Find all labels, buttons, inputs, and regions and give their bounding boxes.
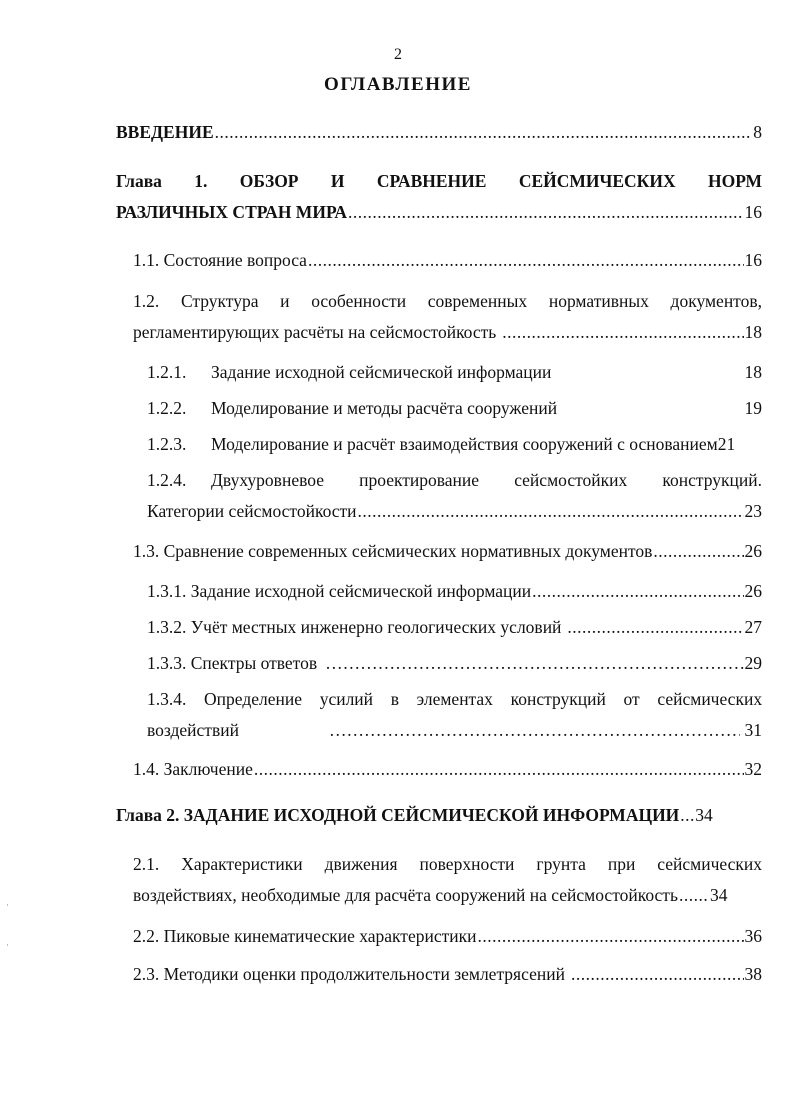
toc-entry-number: 1.2.4. — [147, 470, 187, 490]
dot-leader — [308, 249, 744, 271]
toc-entry-title: Моделирование и методы расчёта сооружений — [211, 398, 558, 418]
toc-entry-page: 16 — [744, 250, 762, 270]
dot-leader — [215, 121, 753, 143]
dot-leader — [679, 884, 709, 906]
toc-entry-number: 1.2.3. — [147, 434, 187, 454]
toc-entry-title-line2: воздействиях, необходимые для расчёта сооружений на сейсмостойкость — [133, 885, 678, 905]
toc-entry-title: Задание исходной сейсмической информации — [211, 362, 552, 382]
dot-leader — [358, 500, 744, 522]
toc-entry-page: 21 — [717, 434, 736, 454]
scan-mark: · — [6, 900, 9, 910]
dot-leader — [477, 925, 743, 947]
toc-title: ОГЛАВЛЕНИЕ — [324, 74, 472, 95]
dot-leader — [254, 758, 744, 780]
toc-entry-1-3-2[interactable] — [147, 616, 762, 638]
toc-entry-title: 2.2. Пиковые кинематические характеристики — [133, 926, 477, 946]
toc-entry-1-2-4[interactable] — [147, 469, 762, 522]
toc-entry-1-2-1[interactable] — [147, 361, 762, 383]
toc-entry-title-line2: воздействий — [147, 720, 239, 740]
dot-leader — [325, 652, 743, 674]
toc-entry-title-line1: Глава 1. ОБЗОР И СРАВНЕНИЕ СЕЙСМИЧЕСКИХ НОРМ — [116, 171, 763, 191]
dot-leader — [571, 963, 744, 985]
toc-entry-title: 1.4. Заключение — [133, 759, 253, 779]
dot-leader — [502, 321, 743, 343]
toc-entry-title-line1: 1.3.4. Определение усилий в элементах конструкций от сейсмических — [147, 689, 763, 709]
toc-entry-2-2[interactable] — [133, 925, 762, 947]
dot-leader — [532, 580, 743, 602]
toc-entry-1-2-2[interactable] — [147, 397, 762, 419]
toc-entry-page: 34 — [695, 805, 713, 825]
toc-entry-page: 26 — [744, 581, 762, 601]
toc-entry-title: 1.3.1. Задание исходной сейсмической информации — [147, 581, 532, 601]
toc-entry-page: 19 — [744, 398, 762, 418]
toc-entry-title-line1: 1.2. Структура и особенности современных нормативных документов, — [133, 291, 762, 311]
toc-entry-2-1[interactable] — [133, 853, 762, 906]
toc-entry-1-3-3[interactable] — [147, 652, 762, 674]
toc-entry-page: 18 — [744, 362, 762, 382]
toc-entry-1-3-1[interactable] — [147, 580, 762, 602]
toc-entry-page: 26 — [744, 541, 762, 561]
toc-entry-title: 1.3.3. Спектры ответов — [147, 653, 318, 673]
toc-entry-1-2[interactable] — [133, 290, 762, 343]
page-number: 2 — [394, 46, 402, 63]
toc-entry-page: 32 — [744, 759, 762, 779]
toc-entry-page: 18 — [744, 322, 762, 342]
toc-entry-page: 29 — [744, 653, 762, 673]
toc-entry-1-2-3[interactable] — [147, 433, 762, 455]
dot-leader — [567, 616, 743, 638]
toc-entry-page: 23 — [744, 501, 762, 521]
scan-mark: · — [6, 940, 9, 950]
toc-entry-page: 36 — [744, 926, 762, 946]
toc-entry-1-4[interactable] — [133, 758, 762, 780]
dot-leader — [653, 540, 743, 562]
toc-entry-page: 38 — [744, 964, 762, 984]
toc-entry-page: 34 — [709, 885, 728, 905]
toc-entry-title-line2: регламентирующих расчёты на сейсмостойкость — [133, 322, 497, 342]
toc-entry-title: 2.3. Методики оценки продолжительности землетрясений — [133, 964, 565, 984]
toc-entry-page: 16 — [744, 202, 762, 222]
dot-leader — [348, 201, 743, 223]
toc-entry-title: 1.3. Сравнение современных сейсмических нормативных документов — [133, 541, 653, 561]
toc-entry-title-line2: РАЗЛИЧНЫХ СТРАН МИРА — [116, 202, 348, 222]
toc-entry-title: Глава 2. ЗАДАНИЕ ИСХОДНОЙ СЕЙСМИЧЕСКОЙ ИНФОРМАЦИИ — [116, 805, 680, 825]
toc-entry-chapter-1[interactable] — [116, 170, 762, 223]
toc-entry-1-1[interactable] — [133, 249, 762, 271]
toc-entry-number: 1.2.1. — [147, 362, 187, 382]
toc-entry-title: ВВЕДЕНИЕ — [116, 122, 214, 142]
toc-entry-title-line1: 2.1. Характеристики движения поверхности грунта при сейсмических — [133, 854, 763, 874]
toc-entry-title: 1.1. Состояние вопроса — [133, 250, 307, 270]
dot-leader — [680, 804, 694, 826]
toc-entry-title: Моделирование и расчёт взаимодействия сооружений с основанием — [211, 434, 718, 454]
toc-entry-title-line2: Категории сейсмостойкости — [147, 501, 357, 521]
toc-entry-2-3[interactable] — [133, 963, 762, 985]
toc-entry-1-3[interactable] — [133, 540, 762, 562]
toc-entry-title-line1: Двухуровневое проектирование сейсмостойких конструкций. — [211, 470, 762, 490]
toc-entry-chapter-2[interactable] — [116, 804, 762, 826]
toc-entry-page: 27 — [744, 617, 762, 637]
toc-entry-page: 31 — [744, 720, 762, 740]
toc-entry-number: 1.2.2. — [147, 398, 187, 418]
dot-leader — [329, 719, 740, 741]
toc-entry-page: 8 — [753, 122, 762, 142]
toc-entry-1-3-4[interactable] — [147, 688, 762, 741]
toc-entry-title: 1.3.2. Учёт местных инженерно геологических условий — [147, 617, 562, 637]
toc-entry-intro[interactable] — [116, 121, 762, 143]
